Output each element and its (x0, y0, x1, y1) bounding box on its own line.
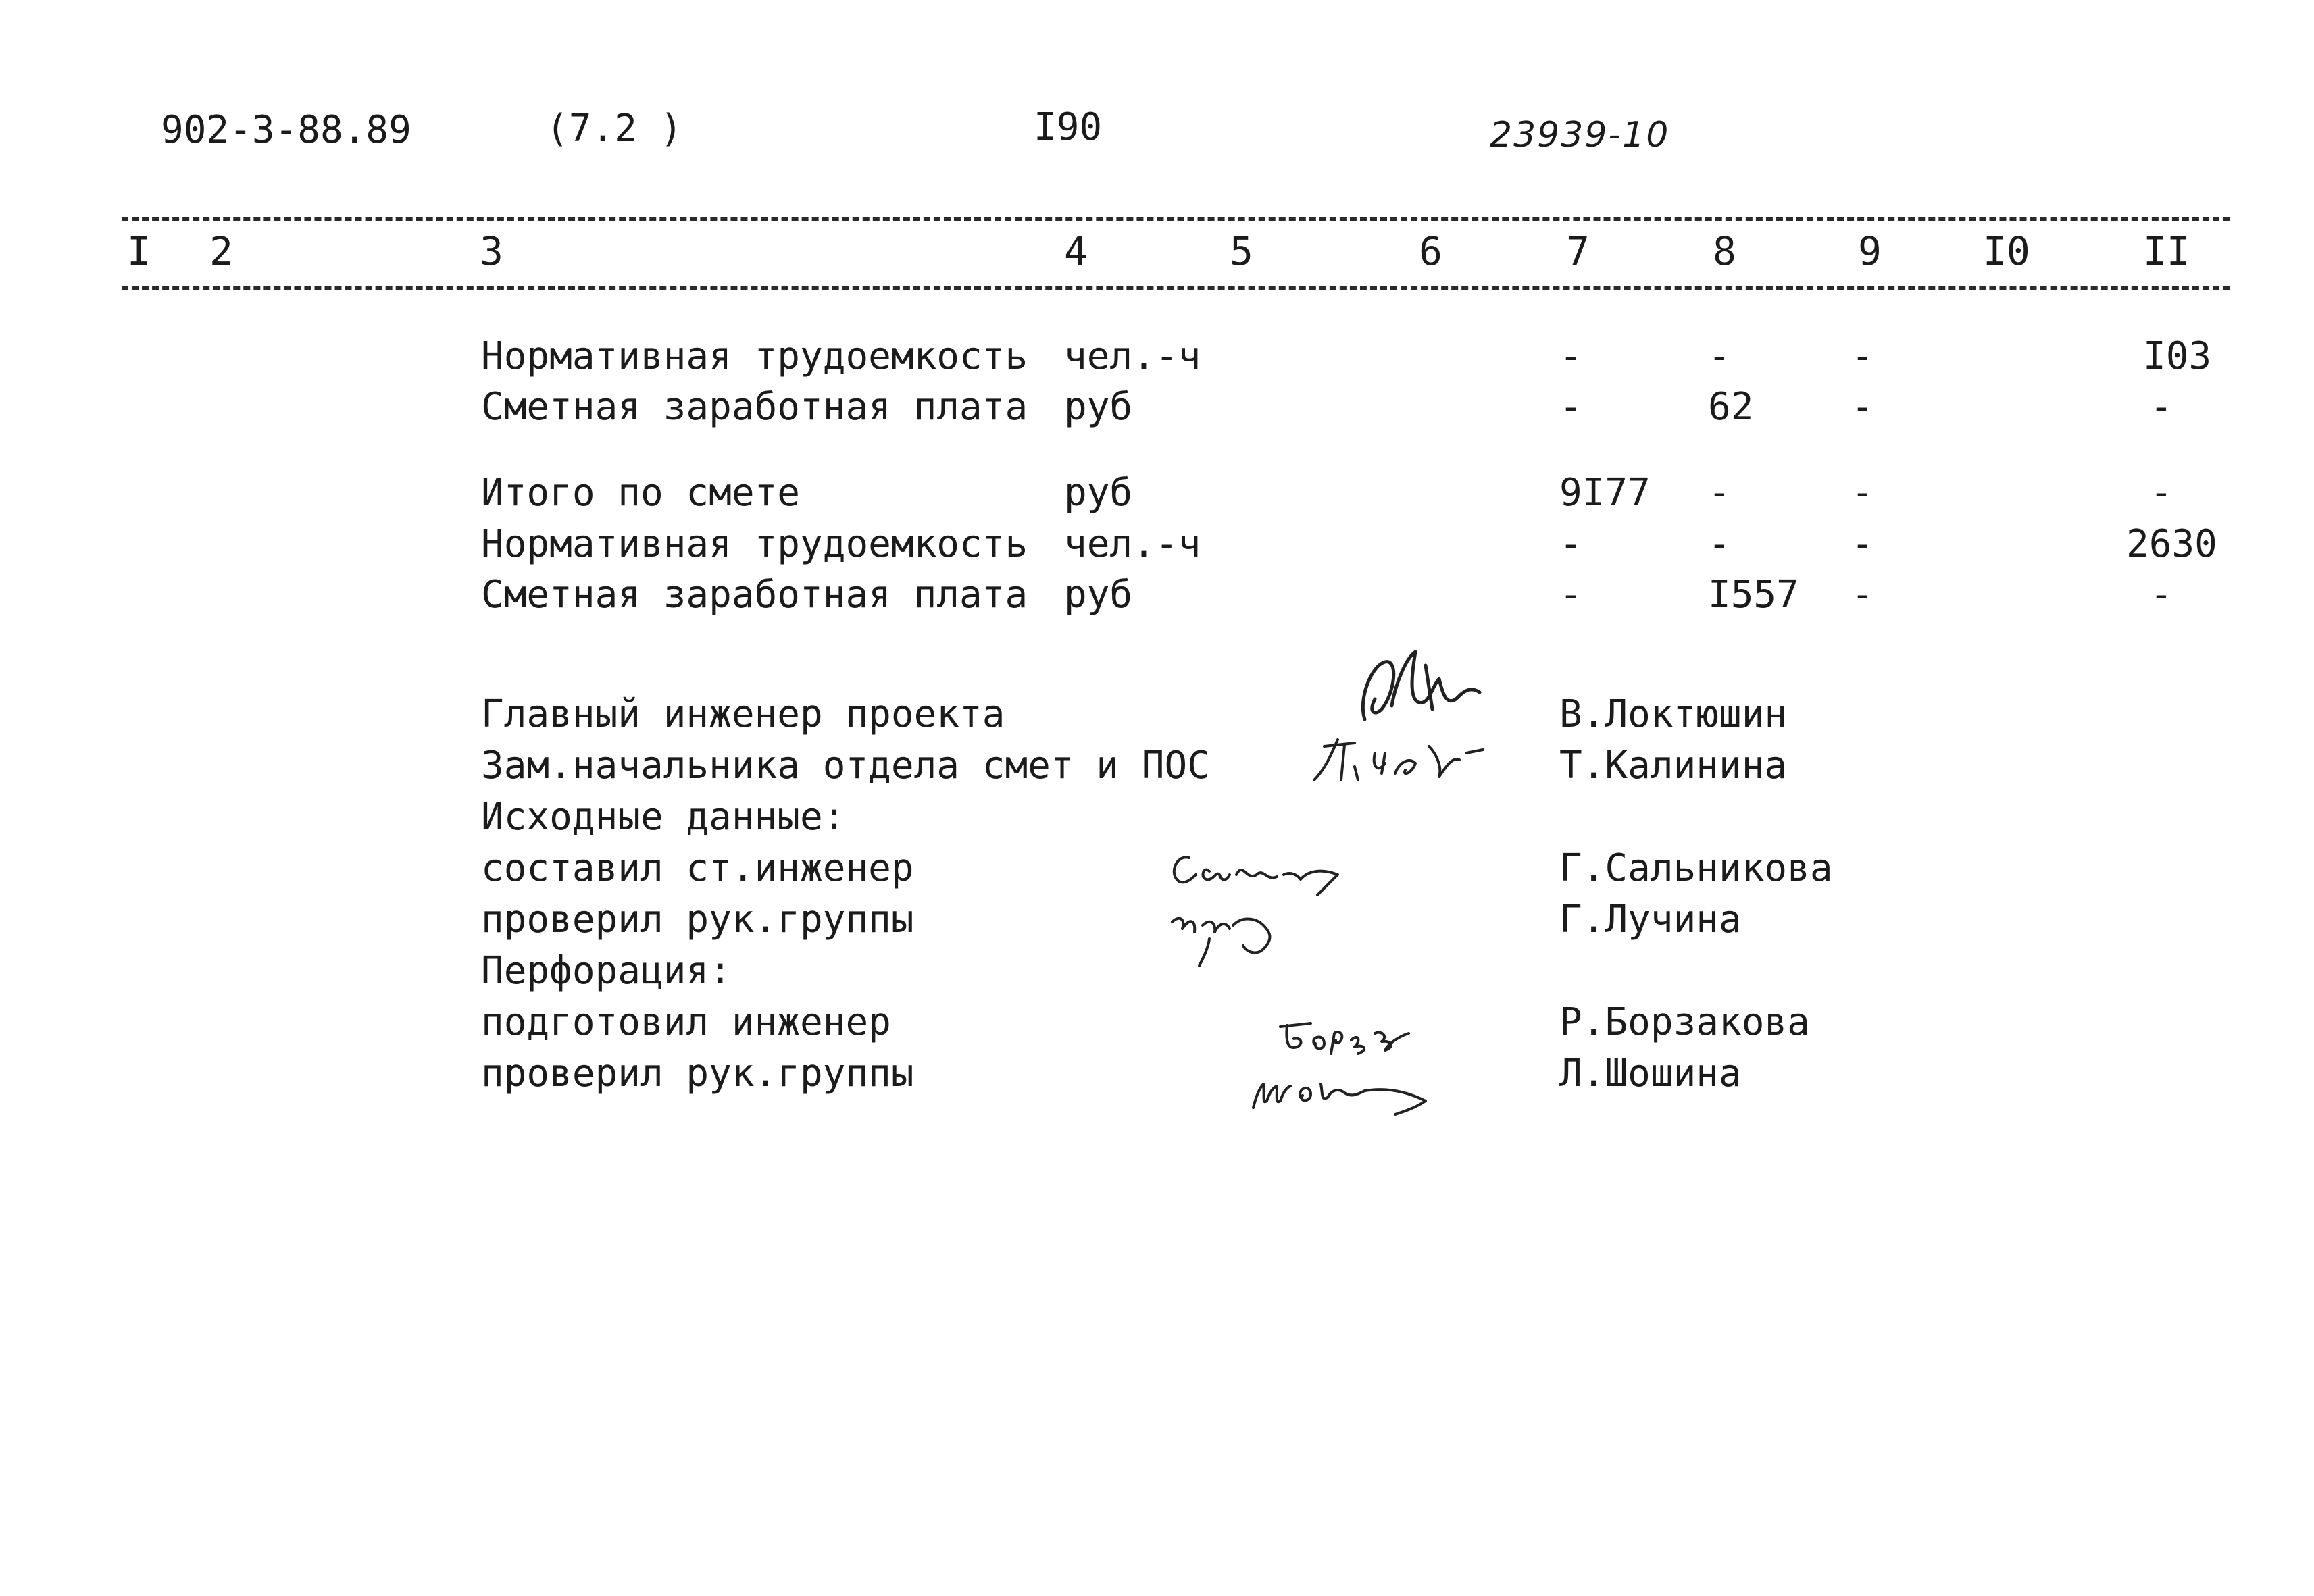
signature-person: Т.Калинина (1559, 744, 1788, 788)
signature-role: подготовил инженер (481, 1000, 891, 1044)
row-col9: - (1851, 573, 1874, 617)
row-name: Нормативная трудоемкость (481, 522, 1028, 566)
row-col11: - (2150, 471, 2173, 515)
handwritten-signature (1243, 1060, 1439, 1121)
handwritten-signature (1344, 645, 1493, 740)
signature-person: В.Локтюшин (1559, 692, 1788, 736)
column-number: 8 (1713, 228, 1736, 274)
signature-person: Г.Лучина (1559, 898, 1742, 942)
column-number: 3 (480, 228, 503, 274)
row-col9: - (1851, 471, 1874, 515)
column-number: I (127, 228, 151, 274)
handwritten-signature (1162, 898, 1311, 973)
signature-role: Исходные данные: (481, 795, 846, 839)
row-col8: - (1708, 471, 1731, 515)
signature-role: проверил рук.группы (481, 898, 914, 942)
row-col9: - (1851, 385, 1874, 429)
signature-person: Г.Сальникова (1559, 846, 1833, 890)
row-name: Сметная заработная плата (481, 573, 1028, 617)
column-number: I0 (1983, 228, 2030, 274)
row-unit: руб (1064, 385, 1133, 429)
row-col8: 62 (1708, 385, 1754, 429)
signature-role: Главный инженер проекта (481, 692, 1005, 736)
row-col8: - (1708, 522, 1731, 566)
row-col11: - (2150, 573, 2173, 617)
section-number: (7.2 ) (546, 107, 683, 151)
handwritten-signature (1274, 1013, 1415, 1067)
row-col7: - (1559, 385, 1582, 429)
column-number: 6 (1419, 228, 1442, 274)
signature-role: составил ст.инженер (481, 846, 914, 890)
bottom-dashed-rule (122, 286, 2230, 290)
row-col11: I03 (2143, 334, 2212, 378)
row-col7: - (1559, 334, 1582, 378)
row-col9: - (1851, 522, 1874, 566)
row-name: Нормативная трудоемкость (481, 334, 1028, 378)
row-unit: чел.-ч (1064, 334, 1201, 378)
column-number: 5 (1230, 228, 1253, 274)
row-name: Сметная заработная плата (481, 385, 1028, 429)
signature-person: Л.Шошина (1559, 1052, 1742, 1096)
row-col7: - (1559, 522, 1582, 566)
row-col7: 9I77 (1559, 471, 1651, 515)
column-number: II (2143, 228, 2190, 274)
row-col11: 2630 (2126, 522, 2217, 566)
row-unit: чел.-ч (1064, 522, 1201, 566)
column-number: 9 (1858, 228, 1882, 274)
row-col7: - (1559, 573, 1582, 617)
signature-role: проверил рук.группы (481, 1052, 914, 1096)
column-number: 7 (1566, 228, 1590, 274)
row-unit: руб (1064, 471, 1133, 515)
inventory-number: 23939-10 (1490, 115, 1670, 155)
column-number: 4 (1064, 228, 1088, 274)
signature-role: Зам.начальника отдела смет и ПОС (481, 744, 1210, 788)
signature-role: Перфорация: (481, 949, 732, 993)
column-number: 2 (209, 228, 233, 274)
row-name: Итого по смете (481, 471, 801, 515)
handwritten-signature (1162, 844, 1351, 905)
row-col11: - (2150, 385, 2173, 429)
row-col9: - (1851, 334, 1874, 378)
document-code: 902-3-88.89 (161, 108, 411, 152)
row-col8: - (1708, 334, 1731, 378)
handwritten-signature (1307, 726, 1490, 794)
row-unit: руб (1064, 573, 1133, 617)
signature-person: Р.Борзакова (1559, 1000, 1810, 1044)
page-number: I90 (1034, 105, 1103, 149)
row-col8: I557 (1708, 573, 1799, 617)
top-dashed-rule (122, 217, 2230, 221)
